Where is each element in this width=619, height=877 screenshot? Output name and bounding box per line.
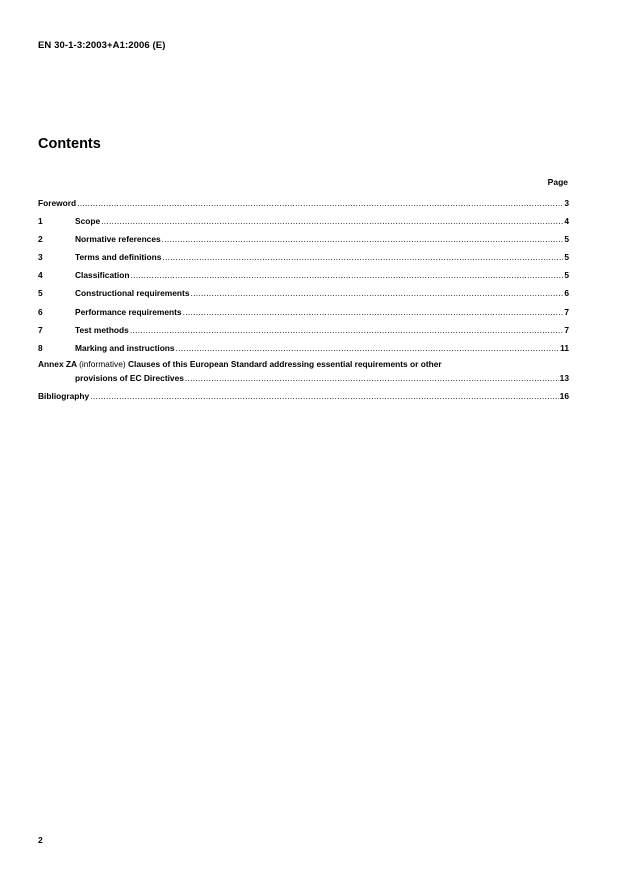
toc-entry-page: 5 (564, 252, 569, 263)
annex-continuation-line (38, 371, 569, 383)
toc-entry-page: 11 (560, 342, 569, 353)
toc-entry-number: 2 (38, 234, 43, 245)
toc-entry-page: 6 (564, 288, 569, 299)
toc-entry-number: 1 (38, 216, 43, 227)
toc-entry-classification[interactable] (38, 268, 569, 280)
dot-leader (183, 307, 564, 317)
page-number: 2 (38, 835, 43, 845)
toc-entry-title: Foreword (38, 198, 77, 208)
toc-entry-title: Terms and definitions (75, 252, 162, 263)
toc-entry-title: Normative references (75, 234, 161, 245)
toc-entry-title: Constructional requirements (75, 288, 190, 299)
dot-leader (162, 252, 563, 262)
toc-entry-number: 5 (38, 288, 43, 299)
toc-entry-performance-requirements[interactable] (38, 305, 569, 317)
toc-entry-test-methods[interactable] (38, 323, 569, 335)
annex-label: Annex ZA (38, 358, 77, 369)
toc-entry-title: Performance requirements (75, 306, 182, 317)
toc-entry-page: 7 (564, 324, 569, 335)
annex-heading-line (38, 359, 569, 371)
toc-entry-number: 8 (38, 342, 43, 353)
table-of-contents (38, 196, 569, 407)
dot-leader (77, 198, 563, 208)
document-identifier: EN 30-1-3:2003+A1:2006 (E) (38, 40, 166, 51)
toc-entry-number: 3 (38, 252, 43, 263)
toc-entry-number: 6 (38, 306, 43, 317)
toc-entry-number: 4 (38, 270, 43, 281)
toc-entry-bibliography[interactable] (38, 389, 569, 401)
toc-entry-page: 4 (564, 216, 569, 227)
annex-title-line1: Clauses of this European Standard addressing essential requirements or other (127, 358, 442, 369)
contents-heading: Contents (38, 136, 101, 152)
toc-entry-scope[interactable] (38, 214, 569, 226)
toc-entry-title: Bibliography (38, 390, 90, 401)
dot-leader (101, 216, 563, 226)
page-column-label: Page (547, 177, 568, 187)
annex-title-line2: provisions of EC Directives (75, 372, 184, 383)
dot-leader (162, 234, 564, 244)
toc-entry-page: 3 (564, 198, 569, 208)
dot-leader (190, 288, 563, 298)
dot-leader (176, 343, 560, 353)
toc-entry-normative-references[interactable] (38, 232, 569, 244)
toc-entry-terms-and-definitions[interactable] (38, 250, 569, 262)
toc-entry-marking-and-instructions[interactable] (38, 341, 569, 353)
annex-qualifier: (informative) (79, 358, 126, 369)
toc-entry-title: Test methods (75, 324, 129, 335)
toc-entry-number: 7 (38, 324, 43, 335)
dot-leader (185, 373, 559, 383)
toc-entry-title: Marking and instructions (75, 342, 175, 353)
dot-leader (90, 391, 558, 401)
toc-entry-page: 5 (564, 270, 569, 281)
dot-leader (130, 325, 564, 335)
toc-entry-page: 13 (559, 372, 569, 383)
toc-entry-page: 5 (564, 234, 569, 245)
dot-leader (130, 270, 563, 280)
toc-entry-foreword[interactable] (38, 196, 569, 208)
toc-entry-page: 7 (564, 306, 569, 317)
toc-entry-page: 16 (559, 390, 569, 401)
toc-entry-title: Classification (75, 270, 130, 281)
toc-entry-annex-za[interactable] (38, 359, 569, 383)
toc-entry-title: Scope (75, 216, 101, 227)
toc-entry-constructional-requirements[interactable] (38, 286, 569, 298)
